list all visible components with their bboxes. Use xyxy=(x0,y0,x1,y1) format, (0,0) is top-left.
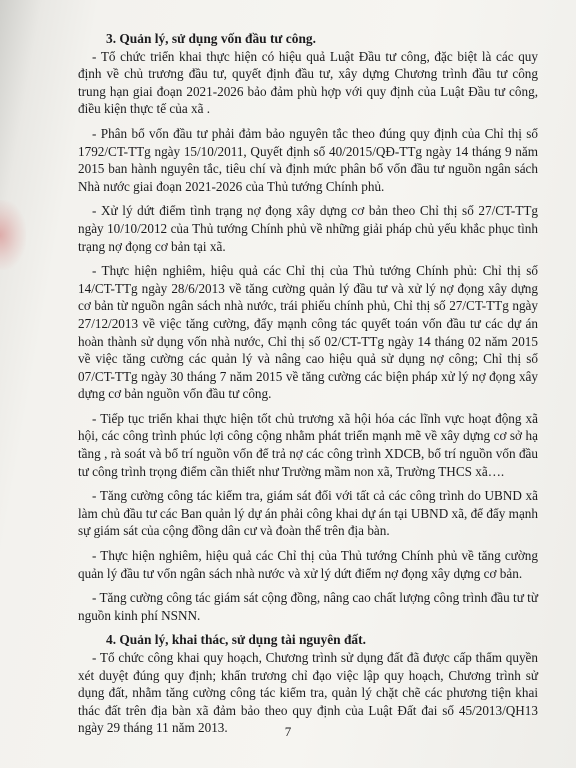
page-number: 7 xyxy=(284,724,292,739)
section-3-paragraph-3: - Xử lý dứt điểm tình trạng nợ đọng xây dựng cơ bản theo Chỉ thị số 27/CT-TTg ngày 10/10/2012 của Thủ tướng Chính phủ về những giải pháp chủ yếu khắc phục tình trạng nợ đọng cơ bản tại xã. xyxy=(78,203,538,254)
section-3-paragraph-8: - Tăng cường công tác giám sát cộng đồng, nâng cao chất lượng công trình đầu tư từ nguồn kinh phí NSNN. xyxy=(78,590,538,623)
section-3-paragraph-4: - Thực hiện nghiêm, hiệu quả các Chỉ thị của Thủ tướng Chính phủ: Chỉ thị số 14/CT-TTg ngày 28/6/2013 về tăng cường quản lý đầu tư và xử lý nợ đọng xây dựng cơ bản từ nguồn ngân sách nhà nước, trái phiếu chính phủ, Chỉ thị số 27/CT-TTg ngày 27/12/2013 về việc tăng cường, đẩy mạnh công tác quyết toán vốn đầu tư các dự án hoàn thành sử dụng vốn nhà nước, Chỉ thị số 02/CT-TTg ngày 14 tháng 02 năm 2015 về việc tăng cường các quản lý và nâng cao hiệu quả sử dụng nợ công; Chỉ thị số 07/CT-TTg ngày 30 tháng 7 năm 2015 về tăng cường các biện pháp xử lý nợ đọng xây dựng cơ bản nguồn vốn đầu tư công. xyxy=(78,263,538,402)
document-body xyxy=(78,30,538,744)
section-4-paragraph-1: - Tổ chức công khai quy hoạch, Chương trình sử dụng đất đã được cấp thẩm quyền xét duyệt đúng quy định; khẩn trương chỉ đạo việc lập quy hoạch, Chương trình sử dụng đất, nhằm tăng cường công tác kiểm tra, quản lý chặt chẽ các phương tiện khai thác đất trên địa bàn xã đảm bảo theo quy định của Luật Đất đai số 45/2013/QH13 ngày 29 tháng 11 năm 2013. xyxy=(78,650,538,736)
section-4-heading: 4. Quản lý, khai thác, sử dụng tài nguyên đất. xyxy=(106,632,366,648)
section-3-paragraph-7: - Thực hiện nghiêm, hiệu quả các Chỉ thị của Thủ tướng Chính phủ về tăng cường quản lý đầu tư vốn ngân sách nhà nước và xử lý dứt điểm nợ đọng xây dựng cơ bản. xyxy=(78,548,538,581)
section-3-paragraph-1: - Tổ chức triển khai thực hiện có hiệu quả Luật Đầu tư công, đặc biệt là các quy định về chủ trương đầu tư, quyết định đầu tư, xây dựng Chương trình đầu tư công trung hạn giai đoạn 2021-2026 bảo đảm phù hợp với quy định của Luật Đầu tư công, điều kiện thực tế của xã . xyxy=(78,48,538,117)
red-stamp-edge xyxy=(0,200,26,270)
section-3-paragraph-2: - Phân bổ vốn đầu tư phải đảm bảo nguyên tắc theo đúng quy định của Chỉ thị số 1792/CT-TTg ngày 15/10/2011, Quyết định số 40/2015/QĐ-TTg ngày 14 tháng 9 năm 2015 ban hành nguyên tắc, tiêu chí và định mức phân bổ vốn đầu tư nguồn ngân sách Nhà nước giai đoạn 2021-2026 của Thủ tướng Chính phủ. xyxy=(78,125,538,194)
section-3-heading: 3. Quản lý, sử dụng vốn đầu tư công. xyxy=(106,31,316,46)
section-3-paragraph-5: - Tiếp tục triển khai thực hiện tốt chủ trương xã hội hóa các lĩnh vực hoạt động xã hội, các công trình phúc lợi công cộng nhằm phát triển mạnh mẽ về xây dựng cơ sở hạ tầng , rà soát và bố trí nguồn vốn để trả nợ các công trình XDCB, bố trí nguồn vốn đầu tư công trình trọng điểm cần thiết như Trường mầm non xã, Trường THCS xã…. xyxy=(78,410,538,479)
section-3-paragraph-6: - Tăng cường công tác kiểm tra, giám sát đối với tất cả các công trình do UBND xã làm chủ đầu tư các Ban quản lý dự án phải công khai dự án tại UBND xã, để đẩy mạnh sự giám sát của cộng đồng dân cư và đoàn thể trên địa bàn. xyxy=(78,488,538,539)
